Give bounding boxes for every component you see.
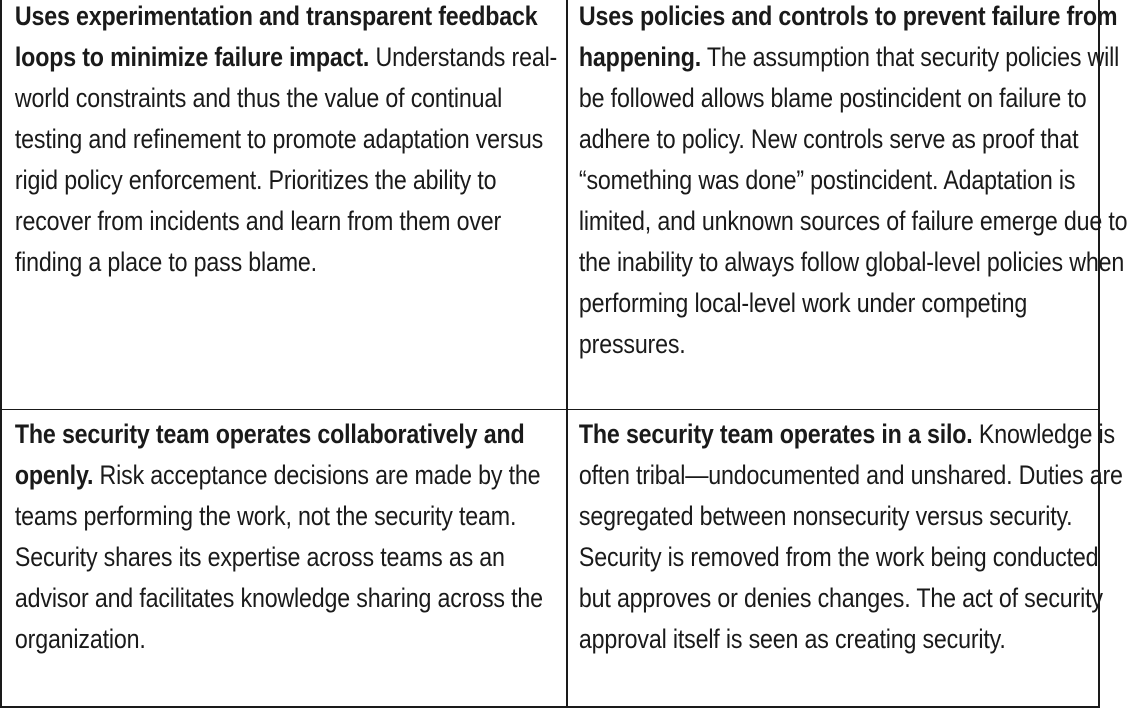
cell-lead-text: Uses policies and controls to prevent failure from happening. bbox=[578, 1, 1118, 72]
table-row bbox=[2, 410, 1123, 706]
table-cell-left bbox=[2, 410, 543, 706]
table-cell-right bbox=[566, 410, 1123, 706]
table-row bbox=[2, 0, 1128, 410]
cell-body-text: The assumption that security policies will be followed allows blame postincident on failure to adhere to policy. New controls serve as proof that “something was done” postincident. Adaptation is limited, and unknown sources of failure emerge due to the inability to always follow global-level policies when performing local-level work under competing pressures. bbox=[578, 42, 1128, 359]
cell-body-text: Knowledge is often tribal—undocumented and unshared. Duties are segregated between nonsecurity versus security. Security is removed from the work being conducted but approves or denies changes. The act of security approval itself is seen as creating security. bbox=[578, 419, 1123, 654]
table-cell-left bbox=[2, 0, 558, 409]
cell-body-text: Risk acceptance decisions are made by the teams performing the work, not the security team. Security shares its expertise across teams as an advisor and facilitates knowledge sharing across the organization. bbox=[14, 460, 543, 654]
cell-lead-text: The security team operates collaboratively and openly. bbox=[14, 419, 525, 490]
cell-text bbox=[579, 0, 1129, 365]
cell-lead-text: Uses experimentation and transparent feedback loops to minimize failure impact. bbox=[14, 1, 538, 72]
cell-body-text: Understands real-world constraints and thus the value of continual testing and refinement to promote adaptation versus rigid policy enforcement. Prioritizes the ability to recover from incidents and learn from them over finding a place to pass blame. bbox=[14, 42, 558, 277]
cell-text bbox=[15, 414, 565, 660]
cell-text bbox=[15, 0, 565, 283]
column-divider bbox=[566, 0, 568, 708]
table-cell-right bbox=[566, 0, 1128, 409]
cell-lead-text: The security team operates in a silo. bbox=[578, 419, 973, 449]
cell-text bbox=[579, 414, 1129, 660]
